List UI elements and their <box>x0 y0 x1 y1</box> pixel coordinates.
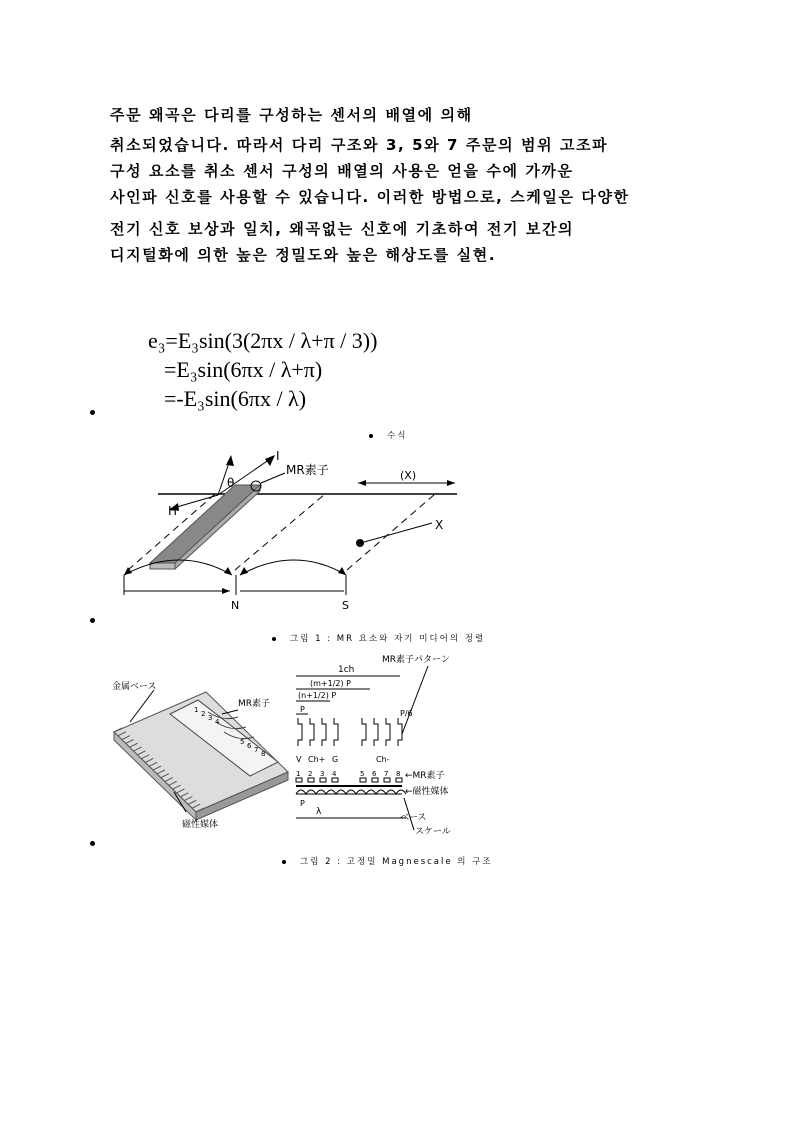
svg-text:2: 2 <box>201 710 206 718</box>
svg-text:MR素子: MR素子 <box>286 463 329 477</box>
svg-text:S: S <box>342 599 349 612</box>
dashed-line <box>347 494 435 570</box>
paragraph-line: 취소되었습니다. 따라서 다리 구조와 3, 5와 7 주문의 범위 고조파 <box>110 136 609 154</box>
svg-text:←磁性媒体: ←磁性媒体 <box>405 787 449 797</box>
paragraph-line: 전기 신호 보상과 일치, 왜곡없는 신호에 기초하여 전기 보간의 <box>110 220 575 238</box>
svg-text:8: 8 <box>261 750 266 758</box>
svg-text:3: 3 <box>208 714 213 722</box>
formula-block <box>148 326 377 413</box>
mr-element-strip <box>150 485 260 563</box>
svg-text:ベース: ベース <box>400 813 427 823</box>
svg-text:4: 4 <box>332 770 337 778</box>
svg-text:θ: θ <box>227 476 235 490</box>
svg-text:5: 5 <box>360 770 365 778</box>
svg-text:MR素子パターン: MR素子パターン <box>382 655 450 665</box>
dashed-line <box>235 494 325 570</box>
figure-1-caption: 그림 1 : MR 요소와 자기 미디어의 정렬 <box>272 632 485 644</box>
bullet-icon <box>90 618 95 623</box>
bullet-icon <box>272 637 276 641</box>
svg-text:1: 1 <box>296 770 301 778</box>
svg-text:3: 3 <box>320 770 325 778</box>
svg-text:磁性媒体: 磁性媒体 <box>182 820 219 830</box>
bullet-icon <box>282 860 286 864</box>
paragraph-line: 디지털화에 의한 높은 정밀도와 높은 해상도를 실현. <box>110 246 497 264</box>
svg-text:5: 5 <box>240 738 245 746</box>
svg-text:I: I <box>276 449 280 463</box>
svg-text:N: N <box>231 599 240 612</box>
svg-text:X: X <box>435 518 444 532</box>
svg-text:H: H <box>168 504 178 518</box>
svg-text:金属ベース: 金属ベース <box>112 682 157 692</box>
svg-text:P: P <box>300 705 305 714</box>
svg-text:G: G <box>332 755 339 764</box>
paragraph-line: 사인파 신호를 사용할 수 있습니다. 이러한 방법으로, 스케일은 다양한 <box>110 188 630 206</box>
bullet-icon <box>90 841 95 846</box>
svg-text:1: 1 <box>194 706 199 714</box>
svg-text:Ch-: Ch- <box>376 755 390 764</box>
svg-text:(m+1/2) P: (m+1/2) P <box>310 679 351 688</box>
point-marker <box>356 539 364 547</box>
bullet-icon <box>369 434 373 438</box>
figure-2 <box>110 652 490 842</box>
formula-line: =-E₃sin(6πx / λ) <box>164 386 307 411</box>
svg-text:8: 8 <box>396 770 401 778</box>
svg-text:P: P <box>300 799 305 808</box>
formula-caption: 수식 <box>369 429 407 441</box>
svg-text:←MR素子: ←MR素子 <box>405 771 445 781</box>
svg-text:1ch: 1ch <box>338 665 355 675</box>
svg-text:λ: λ <box>316 807 322 817</box>
bullet-icon <box>90 410 95 415</box>
svg-text:6: 6 <box>372 770 377 778</box>
svg-text:V: V <box>296 755 302 764</box>
svg-text:(X): (X) <box>400 469 417 482</box>
paragraph-line: 구성 요소를 취소 센서 구성의 배열의 사용은 얻을 수에 가까운 <box>110 162 574 180</box>
field-arc <box>240 560 346 575</box>
svg-text:7: 7 <box>384 770 389 778</box>
svg-text:(n+1/2) P: (n+1/2) P <box>298 691 337 700</box>
svg-text:4: 4 <box>215 718 220 726</box>
formula-line: =E₃sin(6πx / λ+π) <box>164 357 323 382</box>
svg-text:スケール: スケール <box>415 827 451 837</box>
svg-text:2: 2 <box>308 770 313 778</box>
paragraph-line: 주문 왜곡은 다리를 구성하는 센서의 배열에 의해 <box>110 106 473 124</box>
svg-text:MR素子: MR素子 <box>238 699 271 709</box>
figure-1 <box>110 445 470 615</box>
figure-2-caption: 그림 2 : 고정밀 Magnescale 의 구조 <box>282 855 493 867</box>
svg-text:Ch+: Ch+ <box>308 755 326 764</box>
svg-text:6: 6 <box>247 742 252 750</box>
formula-line: e₃=E₃sin(3(2πx / λ+π / 3)) <box>148 328 378 353</box>
svg-text:7: 7 <box>254 746 259 754</box>
svg-text:P/6: P/6 <box>400 709 413 718</box>
